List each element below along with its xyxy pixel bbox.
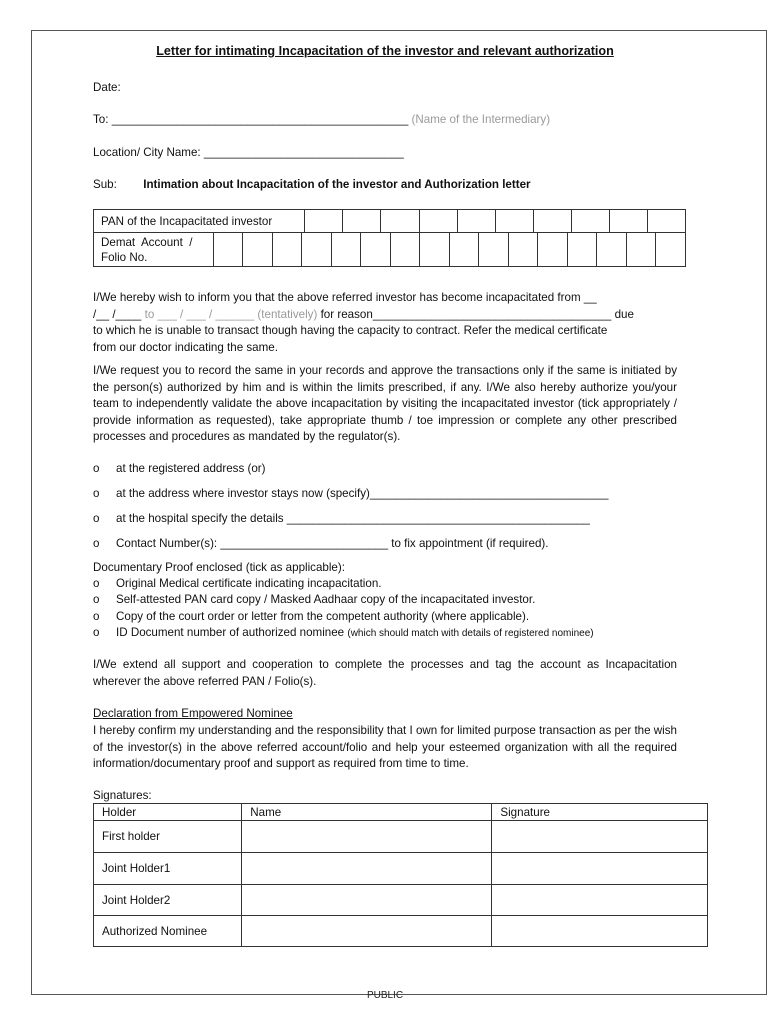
to-label: To: bbox=[93, 113, 109, 126]
pan-box[interactable] bbox=[419, 210, 457, 233]
request-paragraph: I/We request you to record the same in your records and approve the transactions only if the same is initiated by the person(s) authorized by him and is within the limits prescribed, if any. I/We also hereby authorize you/your team to independently validate the above incapacitation by visiting the incapacitated investor (tick appropriately / provide information as requested), take appropriate thumb / toe impression or complete any other prescribed processes and procedures as mandated by the regulator(s). bbox=[93, 364, 677, 443]
para1-line3: to which he is unable to transact though having the capacity to contract. Refer the medical certificate bbox=[93, 324, 608, 337]
name-cell[interactable] bbox=[242, 853, 492, 885]
para1-line2 bbox=[93, 307, 677, 324]
holder-joint1: Joint Holder1 bbox=[94, 853, 242, 885]
holder-first: First holder bbox=[94, 821, 242, 853]
pan-label: PAN of the Incapacitated investor bbox=[94, 210, 305, 233]
demat-box[interactable] bbox=[567, 233, 597, 267]
table-row bbox=[94, 916, 708, 947]
demat-label bbox=[94, 233, 214, 267]
demat-box[interactable] bbox=[597, 233, 627, 267]
proof-note: (which should match with details of registered nominee) bbox=[347, 628, 594, 639]
para1-line4: from our doctor indicating the same. bbox=[93, 340, 278, 354]
bullet-marker: o bbox=[93, 593, 100, 606]
proof-heading: Documentary Proof enclosed (tick as applicable): bbox=[93, 561, 345, 574]
demat-box[interactable] bbox=[656, 233, 686, 267]
to-blank[interactable]: ______________________________________________ bbox=[111, 113, 409, 126]
pan-box[interactable] bbox=[305, 210, 343, 233]
support-paragraph: I/We extend all support and cooperation to complete the processes and tag the account as Incapacitation wherever the above referred PAN / Folio(s). bbox=[93, 658, 677, 688]
signatures-label: Signatures: bbox=[93, 789, 152, 802]
subject-line bbox=[93, 177, 531, 193]
demat-box[interactable] bbox=[213, 233, 243, 267]
demat-box[interactable] bbox=[538, 233, 568, 267]
location-line bbox=[93, 145, 404, 161]
option-text: at the hospital specify the details _______________________________________________ bbox=[116, 512, 590, 525]
proof-item-id-document[interactable] bbox=[93, 625, 594, 643]
bullet-marker: o bbox=[93, 462, 100, 475]
demat-box[interactable] bbox=[420, 233, 450, 267]
date-label: Date: bbox=[93, 81, 121, 94]
table-row bbox=[94, 821, 708, 853]
header-signature: Signature bbox=[492, 804, 708, 821]
demat-box[interactable] bbox=[302, 233, 332, 267]
demat-label-line2: Folio No. bbox=[101, 250, 148, 264]
demat-box[interactable] bbox=[272, 233, 302, 267]
bullet-marker: o bbox=[93, 577, 100, 590]
declaration-heading: Declaration from Empowered Nominee bbox=[93, 707, 293, 720]
pan-box[interactable] bbox=[343, 210, 381, 233]
table-row bbox=[94, 885, 708, 916]
location-label: Location/ City Name: bbox=[93, 146, 201, 159]
proof-item-court-order[interactable] bbox=[93, 609, 529, 626]
option-current-address[interactable] bbox=[93, 486, 608, 503]
table-row bbox=[94, 853, 708, 885]
declaration-text: I hereby confirm my understanding and the responsibility that I own for limited purpose transaction as per the wish of the investor(s) in the above referred account/folio and help your esteemed organization with all the required information/documentary proof and support as required from time to time. bbox=[93, 724, 677, 770]
location-blank[interactable]: _______________________________ bbox=[203, 146, 404, 159]
bullet-marker: o bbox=[93, 487, 100, 500]
demat-box[interactable] bbox=[508, 233, 538, 267]
name-cell[interactable] bbox=[242, 821, 492, 853]
pan-box[interactable] bbox=[381, 210, 419, 233]
proof-text: Original Medical certificate indicating incapacitation. bbox=[116, 577, 382, 590]
classification-footer: PUBLIC bbox=[366, 990, 404, 1001]
signature-cell[interactable] bbox=[492, 821, 708, 853]
option-text: at the address where investor stays now (specify)_____________________________________ bbox=[116, 487, 609, 500]
header-name: Name bbox=[242, 804, 492, 821]
para1-line1: I/We hereby wish to inform you that the above referred investor has become incapacitated from __ bbox=[93, 291, 597, 304]
bullet-marker: o bbox=[93, 512, 100, 525]
pan-box[interactable] bbox=[647, 210, 685, 233]
proof-text: ID Document number of authorized nominee bbox=[116, 626, 345, 639]
bullet-marker: o bbox=[93, 537, 100, 550]
option-contact-number[interactable] bbox=[93, 536, 548, 553]
signatures-table bbox=[93, 803, 708, 947]
name-cell[interactable] bbox=[242, 916, 492, 947]
option-text: at the registered address (or) bbox=[116, 462, 266, 475]
from-date-blank: /__ /____ bbox=[93, 307, 142, 321]
demat-box[interactable] bbox=[390, 233, 420, 267]
pan-box[interactable] bbox=[609, 210, 647, 233]
pan-box[interactable] bbox=[571, 210, 609, 233]
reason-blank: for reason_____________________________________ due bbox=[320, 307, 634, 321]
demat-box[interactable] bbox=[243, 233, 273, 267]
header-holder: Holder bbox=[94, 804, 242, 821]
demat-label-line1: Demat Account / bbox=[101, 235, 193, 249]
pan-box[interactable] bbox=[495, 210, 533, 233]
signature-cell[interactable] bbox=[492, 916, 708, 947]
bullet-marker: o bbox=[93, 610, 100, 623]
document-title: Letter for intimating Incapacitation of the investor and relevant authorization bbox=[156, 44, 614, 58]
pan-box[interactable] bbox=[533, 210, 571, 233]
demat-box[interactable] bbox=[449, 233, 479, 267]
signature-cell[interactable] bbox=[492, 885, 708, 916]
pan-table bbox=[93, 209, 686, 233]
demat-box[interactable] bbox=[331, 233, 361, 267]
name-cell[interactable] bbox=[242, 885, 492, 916]
proof-item-pan[interactable] bbox=[93, 592, 535, 609]
demat-table bbox=[93, 232, 686, 267]
bullet-marker: o bbox=[93, 626, 100, 639]
proof-text: Copy of the court order or letter from the competent authority (where applicable). bbox=[116, 610, 530, 623]
option-hospital[interactable] bbox=[93, 511, 590, 528]
holder-nominee: Authorized Nominee bbox=[94, 916, 242, 947]
subject-text: Intimation about Incapacitation of the investor and Authorization letter bbox=[143, 178, 531, 191]
demat-box[interactable] bbox=[626, 233, 656, 267]
to-date-hint: to ___ / ___ / ______ bbox=[144, 307, 255, 321]
incapacitation-paragraph bbox=[93, 290, 677, 356]
holder-joint2: Joint Holder2 bbox=[94, 885, 242, 916]
proof-text: Self-attested PAN card copy / Masked Aadhaar copy of the incapacitated investor. bbox=[116, 593, 536, 606]
option-registered-address[interactable] bbox=[93, 461, 266, 478]
signature-cell[interactable] bbox=[492, 853, 708, 885]
tentatively-hint: (tentatively) bbox=[257, 307, 318, 321]
pan-box[interactable] bbox=[457, 210, 495, 233]
demat-box[interactable] bbox=[479, 233, 509, 267]
subject-label: Sub: bbox=[93, 178, 117, 191]
option-text: Contact Number(s): __________________________ to fix appointment (if required). bbox=[116, 537, 549, 550]
proof-item-medical[interactable] bbox=[93, 576, 382, 593]
to-line bbox=[93, 112, 550, 128]
demat-box[interactable] bbox=[361, 233, 391, 267]
intermediary-hint: (Name of the Intermediary) bbox=[411, 113, 551, 126]
